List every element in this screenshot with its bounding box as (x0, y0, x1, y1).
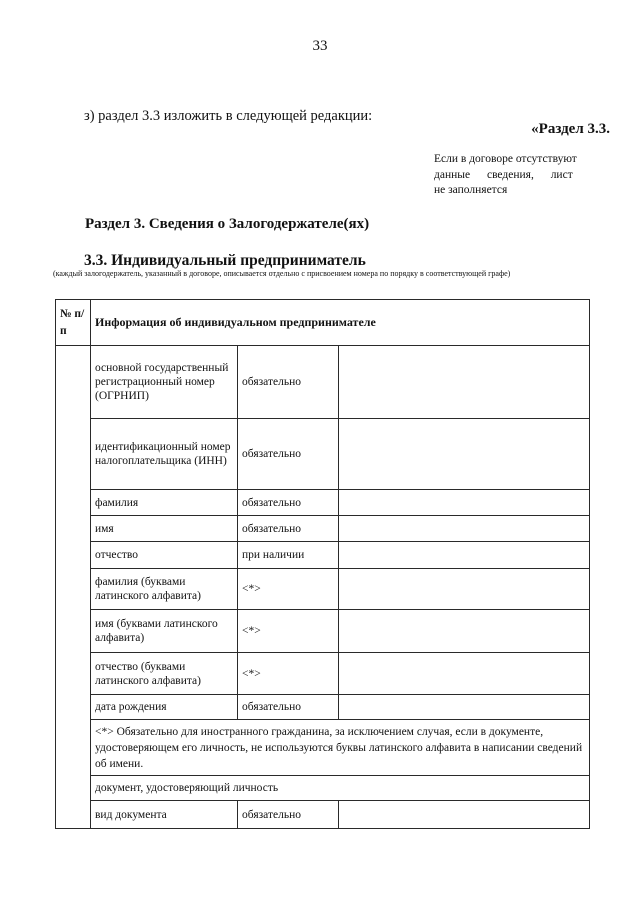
entrepreneur-info-table (55, 299, 590, 829)
field-label: фамилия (91, 490, 238, 516)
table-row (56, 419, 590, 490)
requirement: <*> (238, 610, 339, 653)
fill-note-line: данные сведения, лист (434, 168, 573, 181)
table-header-row (56, 300, 590, 346)
fill-note (434, 152, 604, 199)
table-row (56, 610, 590, 653)
requirement: <*> (238, 653, 339, 695)
table-row (56, 569, 590, 610)
subsection-title: 3.3. Индивидуальный предприниматель (84, 252, 366, 269)
doc-section-row (56, 776, 590, 801)
field-label: вид документа (91, 801, 238, 829)
field-label: отчество (буквами латинского алфавита) (91, 653, 238, 695)
value-cell[interactable] (339, 516, 590, 542)
subsection-note: (каждый залогодержатель, указанный в договоре, описывается отдельно с присвоением номера по порядку в соответствующей графе) (53, 269, 511, 278)
header-info: Информация об индивидуальном предпринимателе (91, 300, 590, 346)
requirement: обязательно (238, 346, 339, 419)
requirement: обязательно (238, 490, 339, 516)
value-cell[interactable] (339, 490, 590, 516)
table-row (56, 542, 590, 569)
doc-section-label: документ, удостоверяющий личность (91, 776, 590, 801)
section-reference: «Раздел 3.3. (531, 121, 610, 137)
requirement: обязательно (238, 516, 339, 542)
value-cell[interactable] (339, 346, 590, 419)
fill-note-line: не заполняется (434, 184, 508, 196)
requirement: обязательно (238, 801, 339, 829)
header-number: № п/п (56, 300, 91, 346)
table-row (56, 801, 590, 829)
table-row (56, 490, 590, 516)
table-row (56, 653, 590, 695)
value-cell[interactable] (339, 801, 590, 829)
page-number: 33 (312, 38, 328, 54)
requirement: обязательно (238, 419, 339, 490)
field-label: идентификационный номер налогоплательщика (ИНН) (91, 419, 238, 490)
value-cell[interactable] (339, 542, 590, 569)
value-cell[interactable] (339, 653, 590, 695)
requirement: при наличии (238, 542, 339, 569)
table-row (56, 346, 590, 419)
footnote-row (56, 720, 590, 776)
footnote-text: <*> Обязательно для иностранного гражданина, за исключением случая, если в документе, удостоверяющем его личность, не используются буквы латинского алфавита в написании сведений об имени. (91, 720, 590, 776)
field-label: имя (91, 516, 238, 542)
requirement: <*> (238, 569, 339, 610)
section-title: Раздел 3. Сведения о Залогодержателе(ях) (85, 216, 370, 232)
fill-note-line: Если в договоре отсутствуют (434, 153, 577, 165)
field-label: отчество (91, 542, 238, 569)
table-row (56, 695, 590, 720)
field-label: фамилия (буквами латинского алфавита) (91, 569, 238, 610)
field-label: имя (буквами латинского алфавита) (91, 610, 238, 653)
value-cell[interactable] (339, 419, 590, 490)
value-cell[interactable] (339, 569, 590, 610)
field-label: основной государственный регистрационный номер (ОГРНИП) (91, 346, 238, 419)
table-row (56, 516, 590, 542)
value-cell[interactable] (339, 610, 590, 653)
amendment-text: з) раздел 3.3 изложить в следующей редакции: (84, 108, 373, 124)
value-cell[interactable] (339, 695, 590, 720)
requirement: обязательно (238, 695, 339, 720)
field-label: дата рождения (91, 695, 238, 720)
row-number-cell (56, 346, 91, 829)
